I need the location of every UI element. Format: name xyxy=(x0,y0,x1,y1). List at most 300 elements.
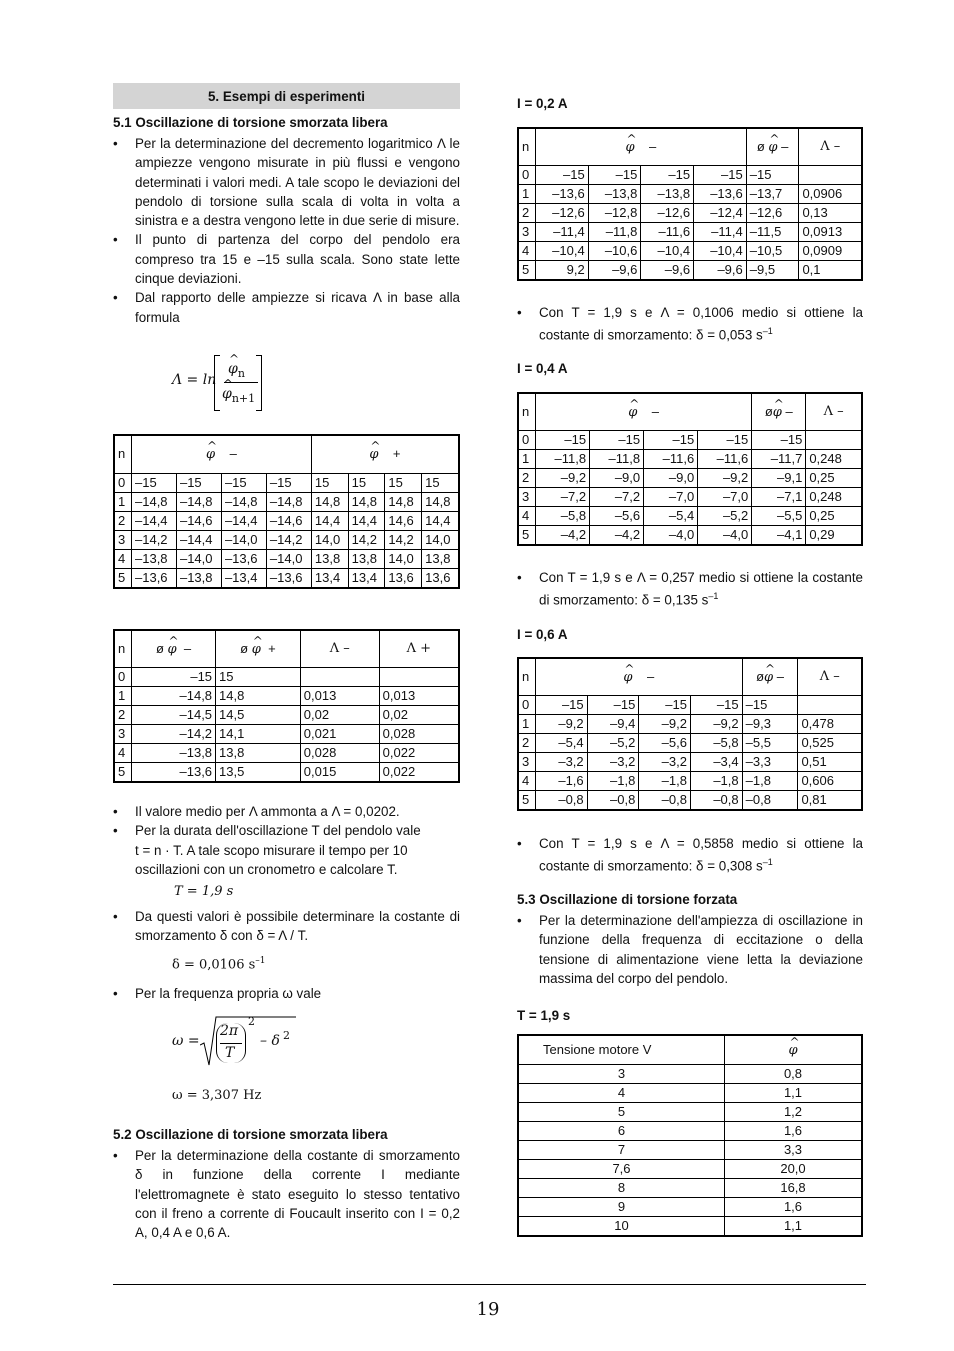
table-cell: 2 xyxy=(518,204,536,223)
table-cell: 14,5 xyxy=(216,706,301,725)
table-cell: 4 xyxy=(114,549,132,568)
table-cell: –9,0 xyxy=(644,469,698,488)
table-cell: 5 xyxy=(518,261,536,281)
table-cell: 2 xyxy=(114,706,132,725)
table-cell: –3,2 xyxy=(536,753,588,772)
table-cell: 0 xyxy=(518,166,536,185)
table-cell xyxy=(379,668,459,687)
table-cell: –14,8 xyxy=(221,492,266,511)
table-cell: –10,4 xyxy=(641,242,694,261)
table-cell: –5,5 xyxy=(742,734,798,753)
table-cell: 14,0 xyxy=(311,530,348,549)
table-cell: –13,6 xyxy=(132,763,216,783)
table-cell xyxy=(798,696,862,715)
table-cell: –13,8 xyxy=(176,568,221,588)
table-cell: –0,8 xyxy=(690,791,742,811)
table-cell: –15 xyxy=(742,696,798,715)
table-cell: 13,8 xyxy=(311,549,348,568)
table-cell: –14,0 xyxy=(221,530,266,549)
table-cell: 5 xyxy=(518,1103,725,1122)
table-cell: 0,015 xyxy=(300,763,379,783)
table-cell: 0,028 xyxy=(300,744,379,763)
th-lambda: Λ – xyxy=(798,658,862,696)
table-i04 xyxy=(517,392,863,546)
table-cell: 14,4 xyxy=(422,511,459,530)
th-avg: ø ^ φ – xyxy=(746,128,799,166)
bullet-6: • Da questi valori è possibile determinare la costante di smorzamento δ con δ = Λ / T. xyxy=(113,907,460,946)
table-cell: –3,3 xyxy=(742,753,798,772)
table-row xyxy=(518,1160,862,1179)
table-cell: –13,6 xyxy=(694,185,747,204)
table-cell: 0,51 xyxy=(798,753,862,772)
table-row xyxy=(114,473,459,492)
table-cell: –14,8 xyxy=(176,492,221,511)
footer-rule xyxy=(113,1284,866,1285)
table-row xyxy=(114,763,459,783)
table-cell: –5,6 xyxy=(590,507,644,526)
table-cell: –10,4 xyxy=(536,242,589,261)
th-phi-minus: ^ φ – xyxy=(536,128,747,166)
table-cell: –3,4 xyxy=(690,753,742,772)
table-cell: –9,6 xyxy=(588,261,641,281)
table-cell: 5 xyxy=(114,763,132,783)
omega-value: ω = 3,307 Hz xyxy=(172,1088,262,1103)
table-cell: 14,8 xyxy=(422,492,459,511)
table-cell: 13,8 xyxy=(216,744,301,763)
table-cell: –10,5 xyxy=(746,242,799,261)
table-cell: –0,8 xyxy=(587,791,639,811)
table-forced xyxy=(517,1034,863,1237)
table-row xyxy=(518,261,862,281)
table-cell: –9,3 xyxy=(742,715,798,734)
table-cell: –4,2 xyxy=(590,526,644,546)
table-cell: 16,8 xyxy=(725,1179,863,1198)
table-cell: –4,0 xyxy=(644,526,698,546)
table-cell: 13,6 xyxy=(385,568,422,588)
i02-text: • Con T = 1,9 s e Λ = 0,1006 medio si ottiene la costante di smorzamento: δ = 0,053 $s^{-1}$ xyxy=(517,303,863,345)
table-cell: –9,2 xyxy=(698,469,752,488)
table-cell: –15 xyxy=(639,696,691,715)
table-cell: –15 xyxy=(132,668,216,687)
table-row xyxy=(114,549,459,568)
table-cell: 0,248 xyxy=(806,488,862,507)
th-avg-minus: ø ^ φ – xyxy=(132,630,216,668)
table-cell: 20,0 xyxy=(725,1160,863,1179)
lambda-formula: Λ = ln ^ $\varphi_n$ ^ $\varphi_{n+1}$ xyxy=(172,355,292,413)
table-cell: –12,6 xyxy=(641,204,694,223)
table-cell: –9,2 xyxy=(690,715,742,734)
table-cell: 4 xyxy=(518,507,536,526)
table-cell: 3,3 xyxy=(725,1141,863,1160)
th-phi-plus: ^ φ + xyxy=(311,435,459,473)
table-cell: –11,8 xyxy=(588,223,641,242)
table-row xyxy=(518,1141,862,1160)
table-row xyxy=(518,1217,862,1237)
table-cell: –14,2 xyxy=(132,725,216,744)
table-cell: –13,6 xyxy=(266,568,311,588)
table-cell: 15 xyxy=(385,473,422,492)
table-cell: –11,7 xyxy=(752,450,806,469)
table-cell: 14,2 xyxy=(385,530,422,549)
table-cell: –7,0 xyxy=(644,488,698,507)
table-cell: 6 xyxy=(518,1122,725,1141)
table-cell: –14,5 xyxy=(132,706,216,725)
table-row xyxy=(518,1122,862,1141)
table-cell: 15 xyxy=(422,473,459,492)
table-cell: 2 xyxy=(114,511,132,530)
table-cell: –9,5 xyxy=(746,261,799,281)
i06-text-wrap xyxy=(517,834,863,876)
table-cell: 7,6 xyxy=(518,1160,725,1179)
table-cell: 0,0906 xyxy=(799,185,862,204)
table-cell: –1,6 xyxy=(536,772,588,791)
table-row xyxy=(518,469,862,488)
table-cell: –13,6 xyxy=(132,568,177,588)
th-lambda: Λ – xyxy=(799,128,862,166)
th-n: n xyxy=(518,128,536,166)
table-cell: 13,4 xyxy=(311,568,348,588)
table-cell: 14,6 xyxy=(385,511,422,530)
table-cell: –0,8 xyxy=(536,791,588,811)
table-cell: –13,8 xyxy=(132,744,216,763)
bullet-8-wrap xyxy=(113,1146,460,1242)
table-cell: –9,6 xyxy=(694,261,747,281)
table-i06 xyxy=(517,657,863,811)
i02-text-wrap xyxy=(517,303,863,345)
table-cell: 0 xyxy=(518,696,536,715)
table-cell: –12,8 xyxy=(588,204,641,223)
table-cell: –3,2 xyxy=(587,753,639,772)
table-cell: –9,2 xyxy=(536,715,588,734)
table-row xyxy=(518,507,862,526)
table-cell: 10 xyxy=(518,1217,725,1237)
table-cell: 1 xyxy=(518,715,536,734)
table-cell: 14,0 xyxy=(385,549,422,568)
table-cell: –13,8 xyxy=(588,185,641,204)
table-cell: –15 xyxy=(694,166,747,185)
i06-label: I = 0,6 A xyxy=(517,627,568,642)
table-cell: 4 xyxy=(518,1084,725,1103)
table-free-oscillation xyxy=(113,434,460,589)
table-cell: 14,8 xyxy=(385,492,422,511)
table-cell: –5,4 xyxy=(644,507,698,526)
table-row xyxy=(114,568,459,588)
table-row xyxy=(114,687,459,706)
table-cell: –9,2 xyxy=(639,715,691,734)
table-row xyxy=(518,204,862,223)
th-phi-minus: ^ φ – xyxy=(132,435,312,473)
table-cell: –15 xyxy=(588,166,641,185)
table-cell: 3 xyxy=(114,725,132,744)
table-cell: –0,8 xyxy=(639,791,691,811)
table-cell: 0,021 xyxy=(300,725,379,744)
table-cell: –1,8 xyxy=(742,772,798,791)
table-cell: –12,4 xyxy=(694,204,747,223)
table-cell: 0,29 xyxy=(806,526,862,546)
table-cell: –14,2 xyxy=(266,530,311,549)
table-row xyxy=(518,431,862,450)
table-cell: 1,1 xyxy=(725,1217,863,1237)
table-cell: 0,525 xyxy=(798,734,862,753)
bullet-1: • Per la determinazione del decremento logaritmico Λ le ampiezze vengono misurate in più flussi e vengono determinati i valori medi. A tale scopo le deviazioni del pendolo di torsione sulla scala di volta in volta a sinistra e a destra vengono lette in due serie di misure. xyxy=(113,134,460,230)
table-cell: –14,6 xyxy=(176,511,221,530)
t-value: T = 1,9 s xyxy=(174,884,234,899)
table-row xyxy=(518,1103,862,1122)
table-row xyxy=(518,772,862,791)
table-cell: 0,022 xyxy=(379,744,459,763)
table-cell: 0,013 xyxy=(379,687,459,706)
th-n: n xyxy=(518,393,536,431)
table-cell: –15 xyxy=(590,431,644,450)
table-cell: 0,02 xyxy=(300,706,379,725)
table-cell: –14,6 xyxy=(266,511,311,530)
bullet-2: • Il punto di partenza del corpo del pendolo era compreso tra 15 e –15 sulla scala. Sono state lette cinque deviazioni. xyxy=(113,230,460,288)
table-cell: –14,8 xyxy=(266,492,311,511)
table-cell: 13,5 xyxy=(216,763,301,783)
table-cell: –13,4 xyxy=(221,568,266,588)
table-cell: –3,2 xyxy=(639,753,691,772)
th-n: n xyxy=(114,630,132,668)
table-cell: –9,1 xyxy=(752,469,806,488)
table-cell: –12,6 xyxy=(536,204,589,223)
th-avg: ø^ φ – xyxy=(742,658,798,696)
table-cell: –4,0 xyxy=(698,526,752,546)
table-cell: –14,4 xyxy=(132,511,177,530)
table-cell: –13,8 xyxy=(641,185,694,204)
table-cell: –11,4 xyxy=(536,223,589,242)
table-cell: –15 xyxy=(641,166,694,185)
table-row xyxy=(518,223,862,242)
table-cell: –11,6 xyxy=(698,450,752,469)
i04-text: • Con T = 1,9 s e Λ = 0,257 medio si ottiene la costante di smorzamento: δ = 0,135 $s^{-1}$ xyxy=(517,568,863,610)
table-cell: 7 xyxy=(518,1141,725,1160)
table-cell: 9,2 xyxy=(536,261,589,281)
table-cell: 5 xyxy=(114,568,132,588)
table-cell: 13,6 xyxy=(422,568,459,588)
table-cell: –15 xyxy=(536,696,588,715)
table-cell: –14,8 xyxy=(132,492,177,511)
table-cell: –13,6 xyxy=(536,185,589,204)
table-cell: –14,0 xyxy=(176,549,221,568)
table-row xyxy=(518,1198,862,1217)
table-cell: 14,8 xyxy=(348,492,385,511)
bullet-6-wrap xyxy=(113,907,460,946)
i06-text: • Con T = 1,9 s e Λ = 0,5858 medio si ottiene la costante di smorzamento: δ = 0,308 $s^{-1}$ xyxy=(517,834,863,876)
table-cell: –13,8 xyxy=(132,549,177,568)
table-cell: 14,8 xyxy=(311,492,348,511)
table-cell: 3 xyxy=(518,488,536,507)
table-cell: –14,2 xyxy=(132,530,177,549)
table-cell xyxy=(806,431,862,450)
table-row xyxy=(518,696,862,715)
table-cell: 1 xyxy=(114,492,132,511)
table-cell: 13,4 xyxy=(348,568,385,588)
table-cell: –7,1 xyxy=(752,488,806,507)
table-cell: 0,25 xyxy=(806,507,862,526)
table-cell: 1,2 xyxy=(725,1103,863,1122)
table-cell: 0,8 xyxy=(725,1065,863,1084)
bullet-9: • Per la determinazione dell'ampiezza di oscillazione in funzione della frequenza di eccitazione o della tensione di alimentazione viene letta la deviazione massima del corpo del pendolo. xyxy=(517,911,863,988)
bullet-8: • Per la determinazione della costante di smorzamento δ in funzione della corrente I mediante l'elettromagnete è stato eseguito lo stesso tentativo con il freno a corrente di Foucault inserito con I = 0,2 A, 0,4 A e 0,6 A. xyxy=(113,1146,460,1242)
table-cell: 5 xyxy=(518,526,536,546)
table-cell: 5 xyxy=(518,791,536,811)
table-cell: –11,6 xyxy=(641,223,694,242)
table-cell: –15 xyxy=(266,473,311,492)
table-row xyxy=(518,715,862,734)
table-cell: –4,2 xyxy=(536,526,590,546)
table-cell: –11,8 xyxy=(590,450,644,469)
bullet-3: • Dal rapporto delle ampiezze si ricava Λ in base alla formula xyxy=(113,288,460,327)
table-cell: 0,0909 xyxy=(799,242,862,261)
table-cell: –11,5 xyxy=(746,223,799,242)
table-row xyxy=(518,791,862,811)
table-cell: –15 xyxy=(536,431,590,450)
table-cell: 0,022 xyxy=(379,763,459,783)
table-cell: 3 xyxy=(518,223,536,242)
page-number: 19 xyxy=(476,1299,500,1320)
table-cell: –7,2 xyxy=(590,488,644,507)
table-cell: 1 xyxy=(114,687,132,706)
table-cell: –11,6 xyxy=(644,450,698,469)
table-cell: 0,248 xyxy=(806,450,862,469)
table-cell: –15 xyxy=(536,166,589,185)
table-cell: 0,478 xyxy=(798,715,862,734)
table-row xyxy=(518,734,862,753)
table-cell: –5,5 xyxy=(752,507,806,526)
bullet-9-wrap xyxy=(517,911,863,988)
table-cell: –15 xyxy=(176,473,221,492)
table-row xyxy=(518,1065,862,1084)
table-cell: –7,2 xyxy=(536,488,590,507)
table-row xyxy=(518,166,862,185)
table-cell: 0,25 xyxy=(806,469,862,488)
table-cell: –15 xyxy=(221,473,266,492)
table-row xyxy=(114,706,459,725)
table-cell: 14,8 xyxy=(216,687,301,706)
table-cell: 0,1 xyxy=(799,261,862,281)
s53-title: 5.3 Oscillazione di torsione forzata xyxy=(517,892,738,907)
table-cell: –11,8 xyxy=(536,450,590,469)
table-cell: 1,6 xyxy=(725,1122,863,1141)
table-cell: 14,0 xyxy=(422,530,459,549)
table-i02 xyxy=(517,127,863,281)
table-cell: –1,8 xyxy=(690,772,742,791)
table-cell xyxy=(799,166,862,185)
table-cell: 9 xyxy=(518,1198,725,1217)
table-cell: –0,8 xyxy=(742,791,798,811)
th-phi-minus: ^ φ – xyxy=(536,658,743,696)
th-n: n xyxy=(114,435,132,473)
table-cell: –11,4 xyxy=(694,223,747,242)
s51-bullets-2 xyxy=(113,802,460,879)
bullet-4: • Il valore medio per Λ ammonta a Λ = 0,0202. xyxy=(113,802,460,821)
table-cell: 2 xyxy=(518,469,536,488)
table-cell: 4 xyxy=(518,772,536,791)
table-row xyxy=(518,488,862,507)
s51-bullets xyxy=(113,134,460,327)
table-row xyxy=(114,668,459,687)
t19-label: T = 1,9 s xyxy=(517,1008,571,1023)
table-row xyxy=(518,450,862,469)
table-row xyxy=(518,753,862,772)
table-averages xyxy=(113,629,460,783)
i04-text-wrap xyxy=(517,568,863,610)
table-cell: 14,4 xyxy=(348,511,385,530)
table-cell: 2 xyxy=(518,734,536,753)
table-row xyxy=(518,1179,862,1198)
table-cell: 15 xyxy=(216,668,301,687)
table-cell: 0,0913 xyxy=(799,223,862,242)
table-cell: 0,81 xyxy=(798,791,862,811)
table-cell: –1,8 xyxy=(587,772,639,791)
table-cell: –15 xyxy=(746,166,799,185)
th-n: n xyxy=(518,658,536,696)
table-cell: –5,6 xyxy=(639,734,691,753)
table-cell: 3 xyxy=(114,530,132,549)
table-cell: 15 xyxy=(348,473,385,492)
table-cell: 14,1 xyxy=(216,725,301,744)
table-row xyxy=(114,530,459,549)
table-cell: –7,0 xyxy=(698,488,752,507)
bullet-5: • Per la durata dell'oscillazione T del pendolo vale t = n · T. A tale scopo misurare il tempo per 10 oscillazioni con un cronometro e calcolare T. xyxy=(113,821,460,879)
table-cell xyxy=(300,668,379,687)
table-cell: –1,8 xyxy=(639,772,691,791)
table-cell: 8 xyxy=(518,1179,725,1198)
table-cell: –5,2 xyxy=(587,734,639,753)
i02-label: I = 0,2 A xyxy=(517,96,568,111)
table-row xyxy=(114,725,459,744)
table-cell: –10,6 xyxy=(588,242,641,261)
table-cell: 1 xyxy=(518,450,536,469)
table-row xyxy=(114,744,459,763)
table-cell: –14,4 xyxy=(176,530,221,549)
s51-title: 5.1 Oscillazione di torsione smorzata libera xyxy=(113,115,388,130)
table-row xyxy=(518,526,862,546)
table-cell: –15 xyxy=(698,431,752,450)
table-row xyxy=(114,511,459,530)
th-lambda-minus: Λ – xyxy=(300,630,379,668)
table-cell: 0,013 xyxy=(300,687,379,706)
table-row xyxy=(114,492,459,511)
bullet-7-wrap xyxy=(113,984,460,1003)
bullet-7: • Per la frequenza propria ω vale xyxy=(113,984,460,1003)
th-lambda-plus: Λ + xyxy=(379,630,459,668)
table-row xyxy=(518,242,862,261)
th-voltage: Tensione motore V xyxy=(518,1035,725,1065)
table-cell: 13,8 xyxy=(348,549,385,568)
table-cell: 3 xyxy=(518,1065,725,1084)
table-cell: –9,0 xyxy=(590,469,644,488)
th-phi-minus: ^ φ – xyxy=(536,393,752,431)
table-cell: 0 xyxy=(114,668,132,687)
table-cell: 3 xyxy=(518,753,536,772)
i04-label: I = 0,4 A xyxy=(517,361,568,376)
table-cell: 14,2 xyxy=(348,530,385,549)
table-cell: 0,13 xyxy=(799,204,862,223)
table-cell: –5,8 xyxy=(690,734,742,753)
table-cell: –9,4 xyxy=(587,715,639,734)
th-phi: ^ φ xyxy=(725,1035,863,1065)
table-cell: –9,2 xyxy=(536,469,590,488)
table-cell: 4 xyxy=(114,744,132,763)
table-cell: –15 xyxy=(587,696,639,715)
delta-value: δ = 0,0106 $s^{-1}$ xyxy=(172,956,266,973)
table-cell: 0,028 xyxy=(379,725,459,744)
table-cell: 0 xyxy=(114,473,132,492)
table-cell: –4,1 xyxy=(752,526,806,546)
table-cell: –5,8 xyxy=(536,507,590,526)
table-row xyxy=(518,1084,862,1103)
